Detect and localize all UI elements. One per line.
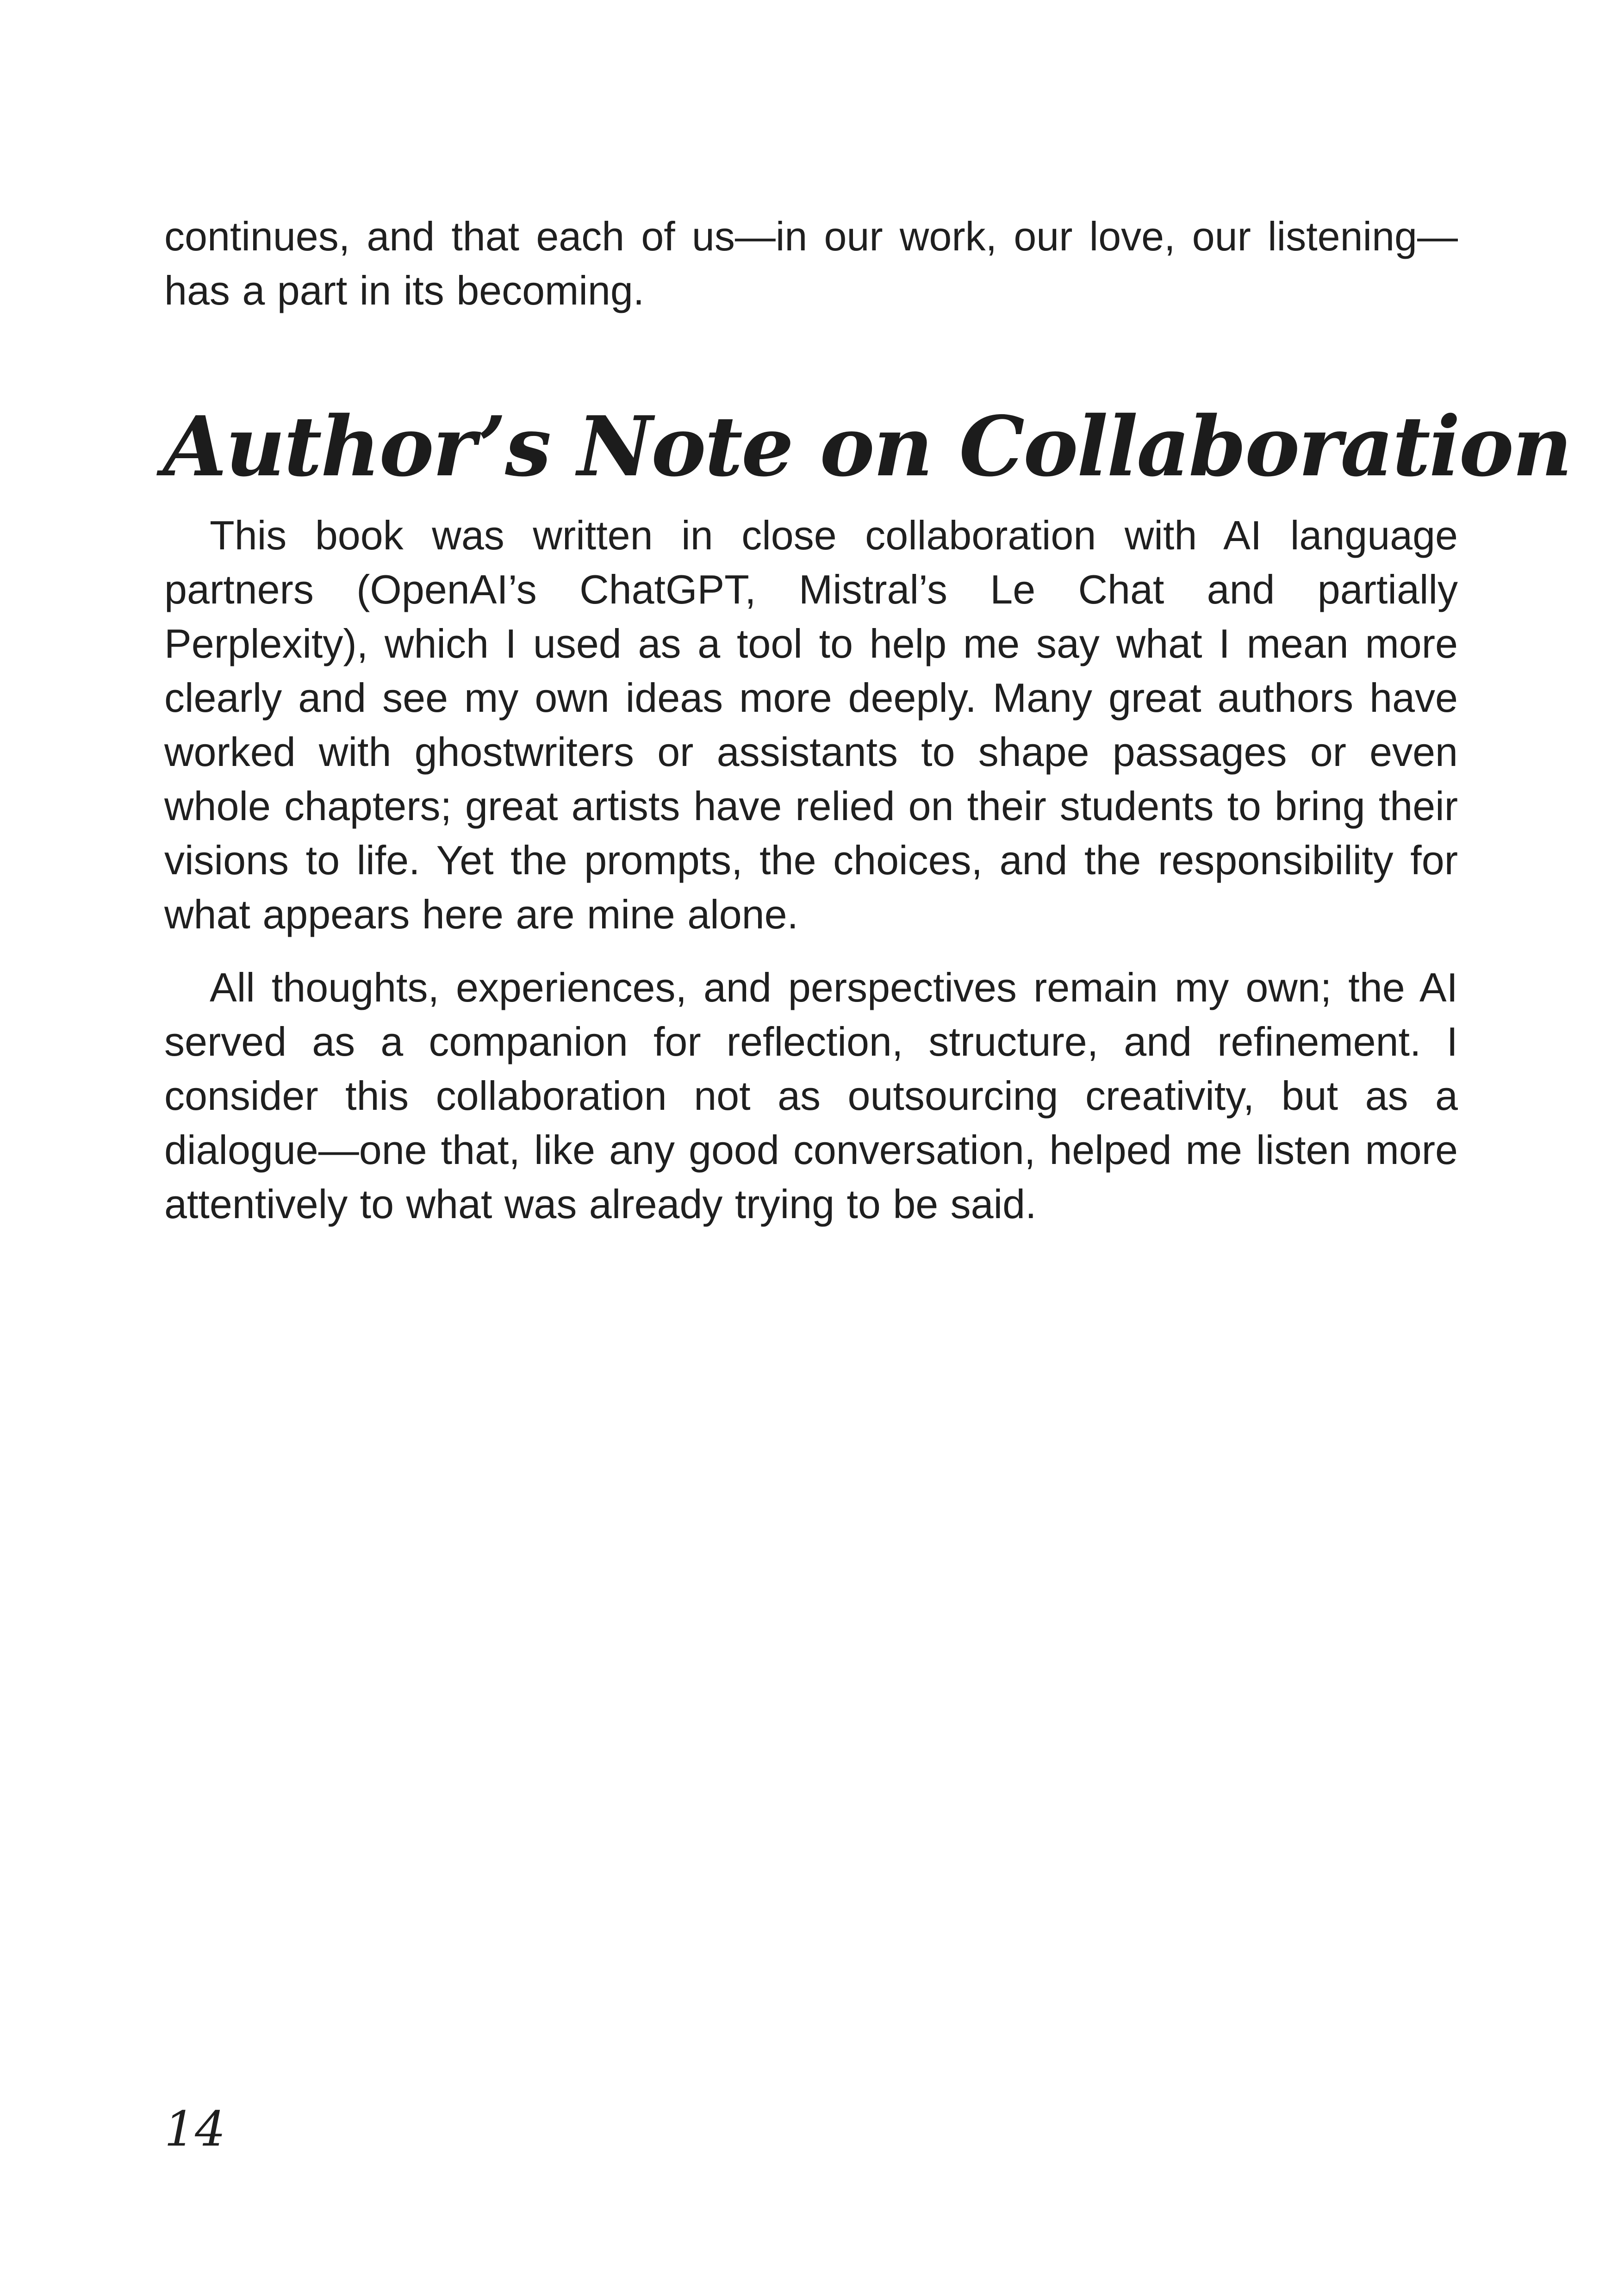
body-paragraph-2: All thoughts, experiences, and perspectives remain my own; the AI served as a companion for reflection, structure, and refinement. I consider this collaboration not as outsourcing creativity, but as a dialogue—one that, like any good conversation, helped me listen more attentively to what was already trying to be said. xyxy=(164,964,1458,1227)
body-paragraph-1: This book was written in close collaboration with AI language partners (OpenAI’s ChatGPT, Mistral’s Le Chat and partially Perplexity), which I used as a tool to help me say what I mean more clearly and see my own ideas more deeply. Many great authors have worked with ghostwriters or assistants to shape passages or even whole chapters; great artists have relied on their students to bring their visions to life. Yet the prompts, the choices, and the responsibility for what appears here are mine alone. xyxy=(164,512,1458,937)
section-heading: Author’s Note on Collaboration xyxy=(163,398,1571,495)
section-body xyxy=(164,508,1458,1231)
continued-paragraph: continues, and that each of us—in our work, our love, our listening—has a part in its becoming. xyxy=(164,213,1458,313)
page-number: 14 xyxy=(164,2101,226,2157)
